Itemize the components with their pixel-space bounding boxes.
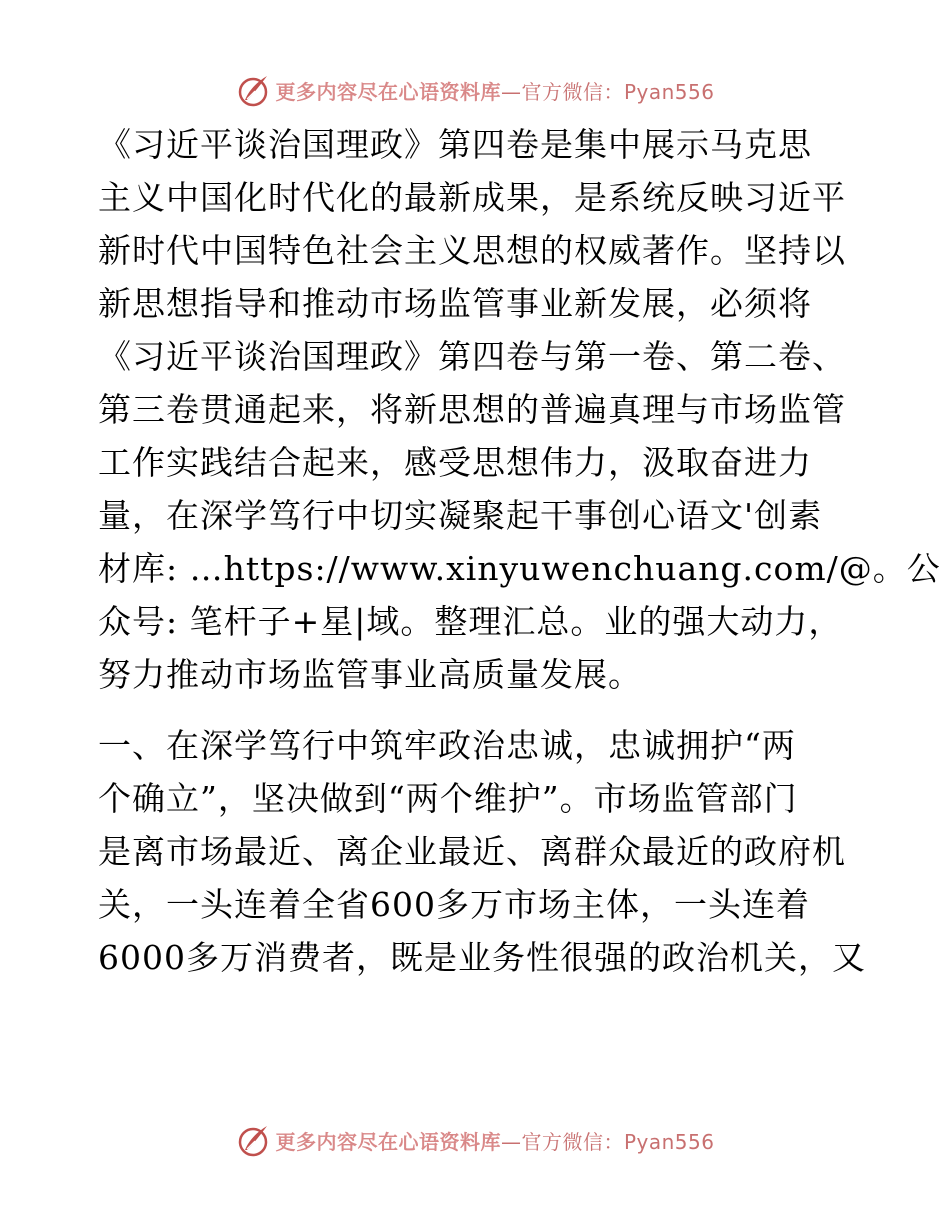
banner-contact: —官方微信：Pyan556 [500, 1129, 715, 1154]
feather-pen-icon [235, 1122, 271, 1158]
banner-text: 更多内容尽在心语资料库—官方微信：Pyan556 [275, 1129, 715, 1154]
text-line: 材库: …https://www.xinyuwenchuang.com/@。公 [98, 549, 941, 588]
footer-banner [0, 1120, 950, 1160]
text-line: 关，一头连着全省600多万市场主体，一头连着 [98, 885, 810, 924]
text-line: 量，在深学笃行中切实凝聚起干事创心语文'创素 [98, 496, 823, 535]
text-line: 主义中国化时代化的最新成果，是系统反映习近平 [98, 178, 846, 217]
text-line: 新思想指导和推动市场监管事业新发展，必须将 [98, 284, 812, 323]
text-line: 个确立”，坚决做到“两个维护”。市场监管部门 [98, 779, 798, 818]
document-body [98, 118, 941, 984]
paragraph-gap [98, 701, 858, 719]
text-line: 第三卷贯通起来，将新思想的普遍真理与市场监管 [98, 390, 846, 429]
header-banner [0, 70, 950, 110]
paragraph-1 [98, 118, 941, 701]
banner-text: 更多内容尽在心语资料库—官方微信：Pyan556 [275, 79, 715, 104]
text-line: 新时代中国特色社会主义思想的权威著作。坚持以 [98, 231, 846, 270]
text-line: 《习近平谈治国理政》第四卷是集中展示马克思 [98, 125, 812, 164]
text-line: 努力推动市场监管事业高质量发展。 [98, 655, 642, 694]
text-line: 6000多万消费者，既是业务性很强的政治机关，又 [98, 938, 866, 977]
text-line: 众号: 笔杆子+星|域。整理汇总。业的强大动力， [98, 602, 843, 641]
feather-pen-icon [235, 72, 271, 108]
text-line: 工作实践结合起来，感受思想伟力，汲取奋进力 [98, 443, 812, 482]
text-line: 《习近平谈治国理政》第四卷与第一卷、第二卷、 [98, 337, 846, 376]
paragraph-2 [98, 719, 866, 984]
banner-contact: —官方微信：Pyan556 [500, 79, 715, 104]
text-line: 一、在深学笃行中筑牢政治忠诚，忠诚拥护“两 [98, 726, 796, 765]
text-line: 是离市场最近、离企业最近、离群众最近的政府机 [98, 832, 846, 871]
